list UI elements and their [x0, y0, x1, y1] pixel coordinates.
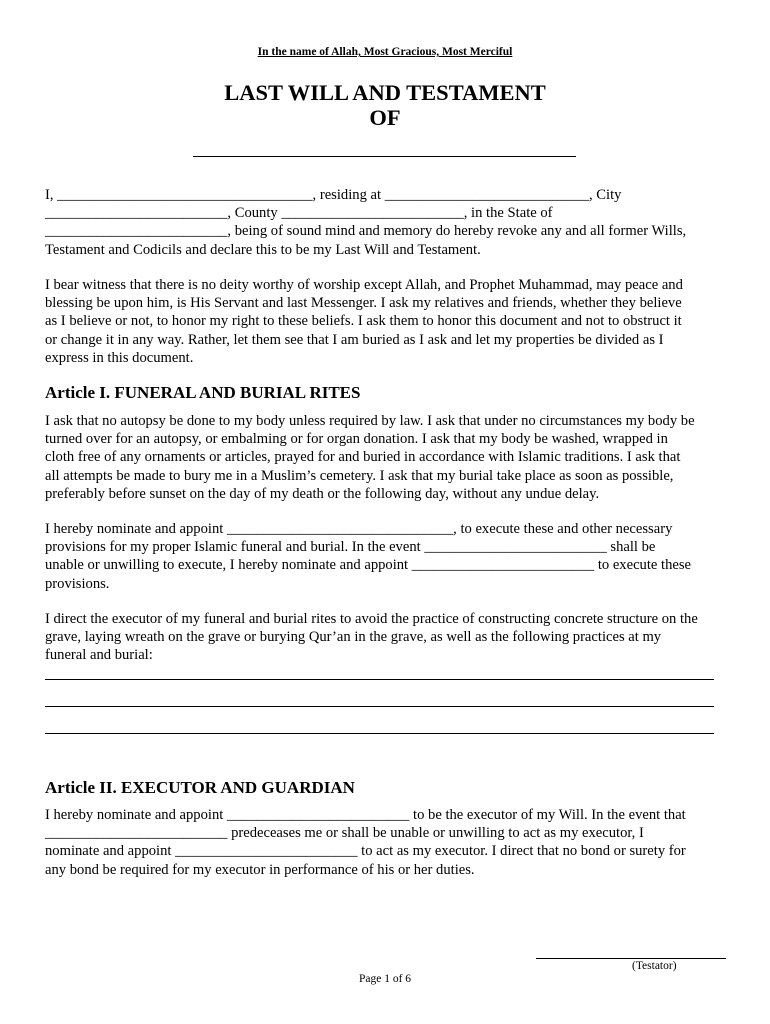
article-1-p3-line-3: funeral and burial: [45, 647, 153, 664]
opening-line-2: _________________________, County _________________________, in the State of [45, 205, 553, 222]
article-1-p1-line-1: I ask that no autopsy be done to my body unless required by law. I ask that under no circumstances my body be [45, 413, 695, 429]
testator-signature-line[interactable] [536, 958, 726, 959]
testator-label: (Testator) [632, 960, 677, 972]
witness-paragraph [45, 276, 730, 367]
article-1-paragraph-3 [45, 610, 730, 665]
opening-line-4: Testament and Codicils and declare this to be my Last Will and Testament. [45, 241, 481, 258]
opening-line-1: I, ___________________________________, residing at ____________________________, City [45, 187, 622, 203]
article-1-p1-line-2: turned over for an autopsy, or embalming or for organ donation. I ask that my body be washed, wrapped in [45, 431, 668, 448]
practices-blank-line-2[interactable] [45, 706, 714, 707]
article-1-p3-line-1: I direct the executor of my funeral and burial rites to avoid the practice of constructing concrete structure on the [45, 611, 698, 627]
article-1-p2-line-1: I hereby nominate and appoint _______________________________, to execute these and other necessary [45, 521, 673, 537]
article-1-p3-line-2: grave, laying wreath on the grave or burying Qur’an in the grave, as well as the following practices at my [45, 629, 662, 646]
article-1-paragraph-2 [45, 520, 730, 593]
practices-blank-line-3[interactable] [45, 733, 714, 734]
article-1-p1-line-4: all attempts be made to bury me in a Muslim’s cemetery. I ask that my burial take place as soon as possible, [45, 467, 674, 484]
practices-blank-line-1[interactable] [45, 679, 714, 680]
article-1-p1-line-5: preferably before sunset on the day of my death or the following day, without any undue delay. [45, 485, 600, 502]
article-1-p2-line-4: provisions. [45, 575, 110, 592]
page-number: Page 1 of 6 [358, 973, 412, 985]
opening-line-3: _________________________, being of sound mind and memory do hereby revoke any and all former Wills, [45, 223, 687, 240]
article-2-p1-line-1: I hereby nominate and appoint _________________________ to be the executor of my Will. In the event that [45, 807, 686, 823]
article-1-p1-line-3: cloth free of any ornaments or articles, prayed for and buried in accordance with Islamic traditions. I ask that [45, 449, 681, 466]
article-2-p1-line-4: any bond be required for my executor in performance of his or her duties. [45, 861, 475, 878]
article-1-p2-line-2: provisions for my proper Islamic funeral and burial. In the event _________________________ shall be [45, 539, 656, 556]
testator-name-blank[interactable] [193, 156, 576, 157]
article-2-paragraph-1 [45, 806, 730, 879]
title-line-1: LAST WILL AND TESTAMENT [224, 80, 546, 105]
witness-line-3: as I believe or not, to honor my right to these beliefs. I ask them to honor this document and not to obstruct it [45, 313, 682, 330]
document-title [0, 80, 770, 130]
article-1-heading: Article I. FUNERAL AND BURIAL RITES [45, 383, 361, 402]
title-line-2: OF [369, 105, 401, 130]
witness-line-2: blessing be upon him, is His Servant and last Messenger. I ask my relatives and friends, whether they believe [45, 295, 682, 312]
opening-paragraph [45, 186, 730, 259]
witness-line-1: I bear witness that there is no deity worthy of worship except Allah, and Prophet Muhammad, may peace and [45, 277, 683, 293]
article-1-p2-line-3: unable or unwilling to execute, I hereby nominate and appoint _________________________ to execute these [45, 557, 692, 574]
article-2-p1-line-3: nominate and appoint _________________________ to act as my executor. I direct that no bond or surety for [45, 843, 686, 860]
witness-line-4: or change it in any way. Rather, let them see that I am buried as I ask and let my properties be divided as I [45, 331, 664, 348]
article-1-paragraph-1 [45, 412, 730, 503]
article-2-p1-line-2: _________________________ predeceases me or shall be unable or unwilling to act as my executor, I [45, 825, 644, 842]
witness-line-5: express in this document. [45, 349, 194, 366]
article-2-heading: Article II. EXECUTOR AND GUARDIAN [45, 778, 355, 797]
invocation-heading: In the name of Allah, Most Gracious, Most Merciful [257, 46, 513, 58]
